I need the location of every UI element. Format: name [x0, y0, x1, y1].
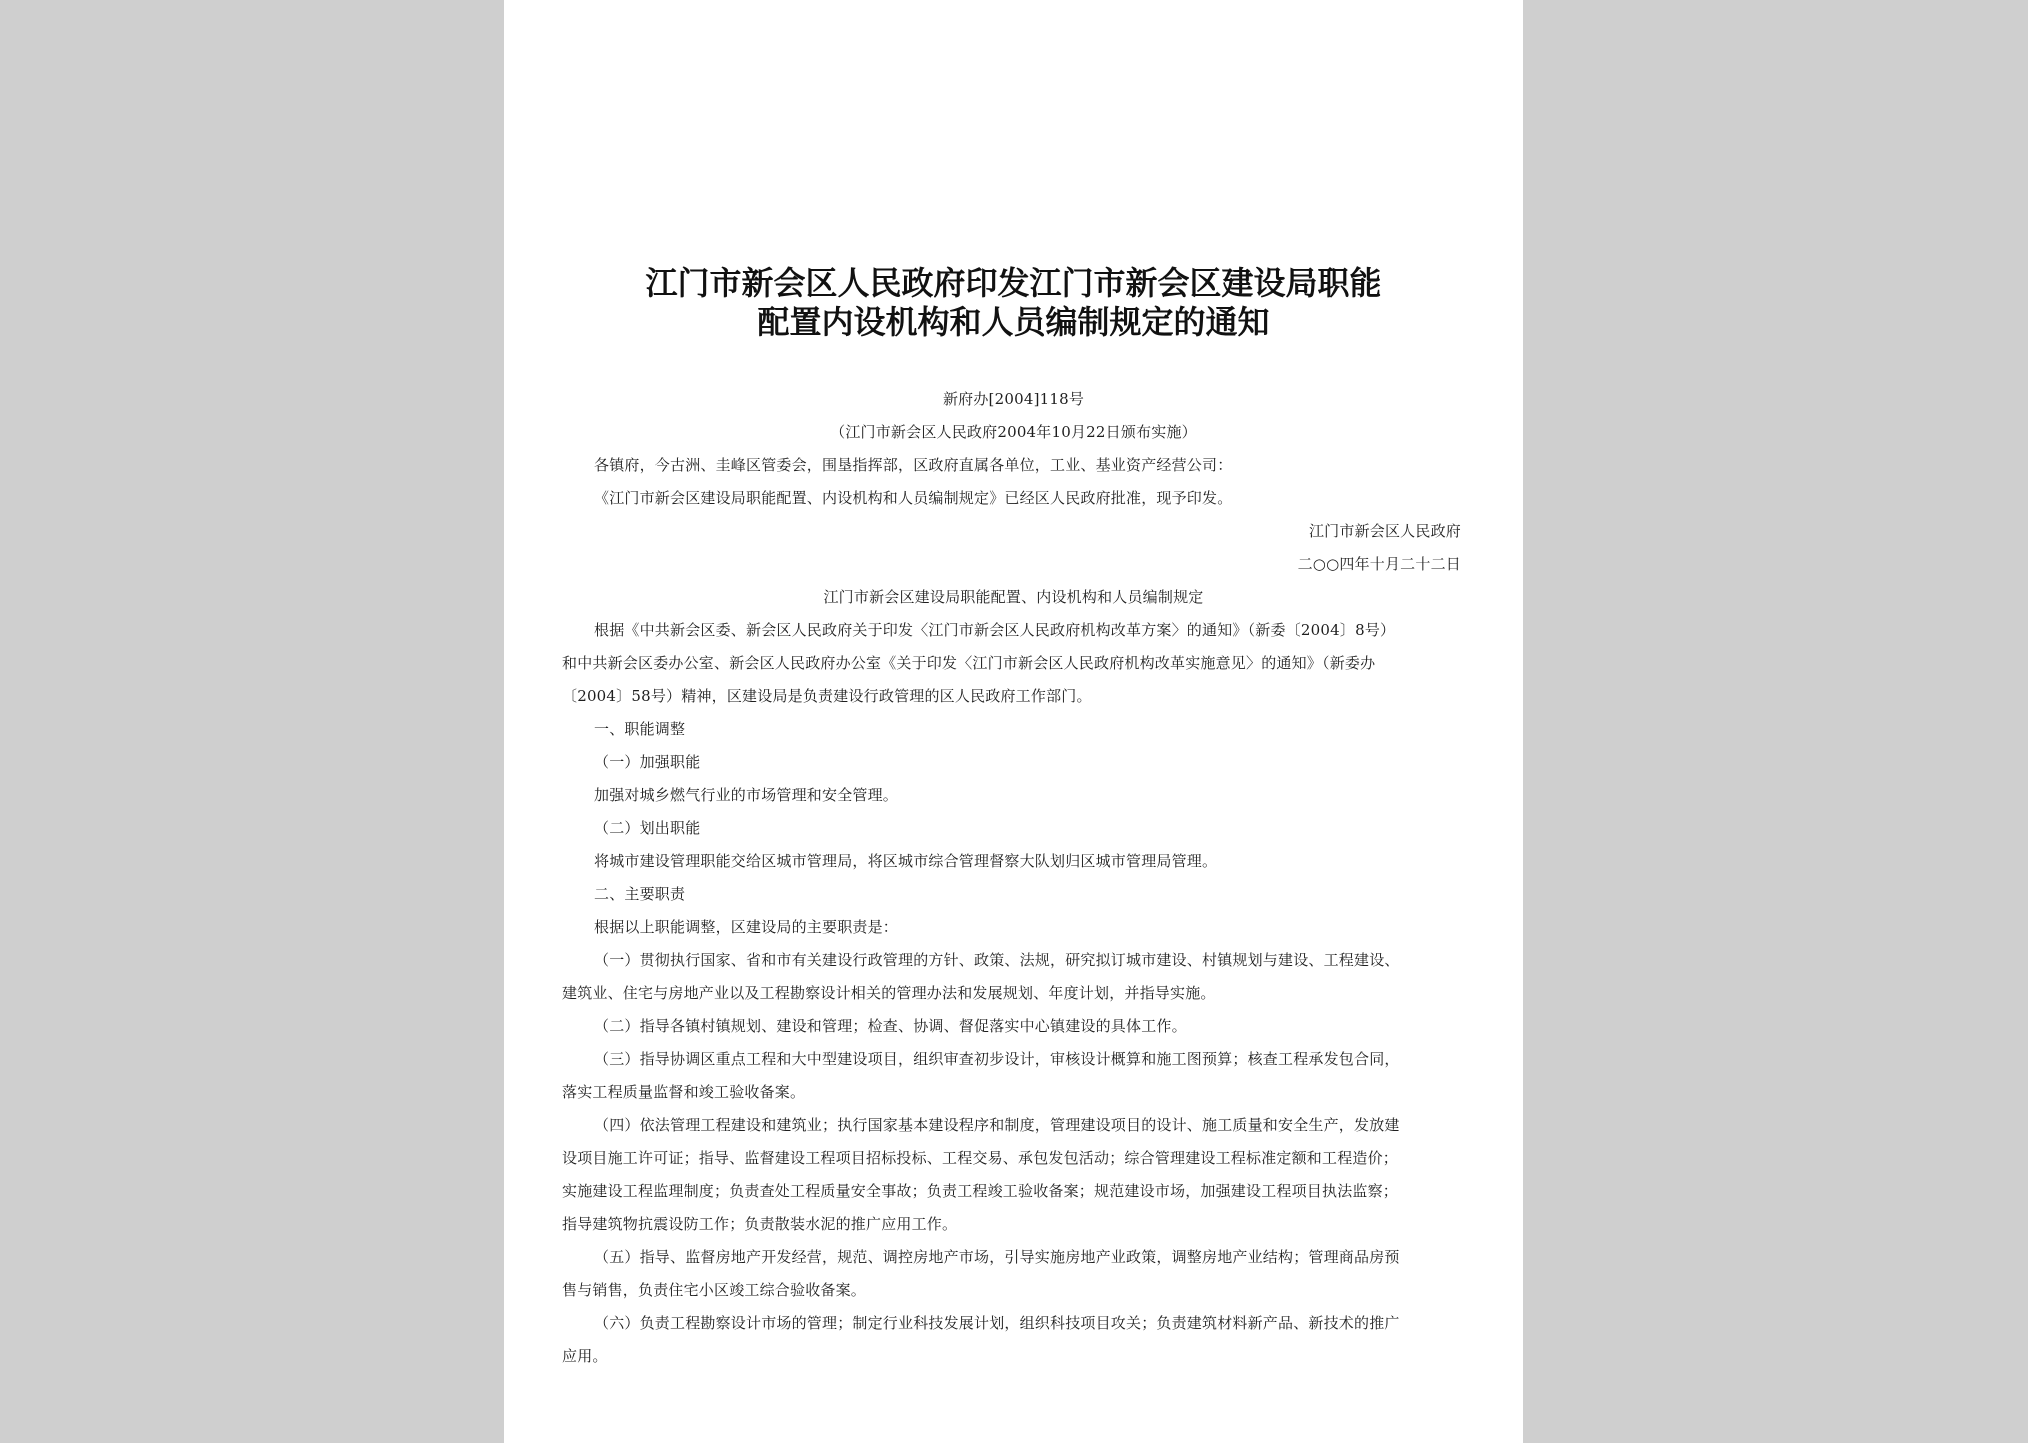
body-line: 设项目施工许可证；指导、监督建设工程项目招标投标、工程交易、承包发包活动；综合管理建设工程标准定额和工程造价；	[562, 1149, 1399, 1167]
subsection-heading: （二）划出职能	[594, 819, 701, 837]
body-line: 应用。	[562, 1347, 608, 1365]
body-line: （一）贯彻执行国家、省和市有关建设行政管理的方针、政策、法规，研究拟订城市建设、村镇规划与建设、工程建设、	[594, 951, 1400, 969]
body-line: （三）指导协调区重点工程和大中型建设项目，组织审查初步设计，审核设计概算和施工图预算；核查工程承发包合同，	[594, 1050, 1400, 1068]
subsection-heading: （一）加强职能	[594, 753, 701, 771]
section-heading: 一、职能调整	[594, 720, 686, 738]
signature-org: 江门市新会区人民政府	[1308, 522, 1461, 540]
body-line: 和中共新会区委办公室、新会区人民政府办公室《关于印发〈江门市新会区人民政府机构改革实施意见〉的通知》（新委办	[562, 654, 1376, 672]
signature-date: 二○○四年十月二十二日	[1297, 555, 1461, 573]
body-line: （二）指导各镇村镇规划、建设和管理；检查、协调、督促落实中心镇建设的具体工作。	[594, 1017, 1187, 1035]
body-line: （六）负责工程勘察设计市场的管理；制定行业科技发展计划，组织科技项目攻关；负责建筑材料新产品、新技术的推广	[594, 1314, 1400, 1332]
body-line: 〔2004〕58号）精神，区建设局是负责建设行政管理的区人民政府工作部门。	[562, 687, 1092, 705]
body-line: （四）依法管理工程建设和建筑业；执行国家基本建设程序和制度，管理建设项目的设计、施工质量和安全生产，发放建	[594, 1116, 1400, 1134]
body-line: 售与销售，负责住宅小区竣工综合验收备案。	[562, 1281, 867, 1299]
body-line: 建筑业、住宅与房地产业以及工程勘察设计相关的管理办法和发展规划、年度计划，并指导实施。	[562, 984, 1216, 1002]
addressee: 各镇府，今古洲、圭峰区管委会，围垦指挥部，区政府直属各单位，工业、基业资产经营公司：	[594, 456, 1233, 474]
document-number: 新府办[2004]118号	[942, 390, 1085, 408]
body-line: 根据以上职能调整，区建设局的主要职责是：	[594, 918, 899, 936]
issue-note: （江门市新会区人民政府2004年10月22日颁布实施）	[830, 423, 1197, 441]
body-line: 加强对城乡燃气行业的市场管理和安全管理。	[594, 786, 899, 804]
document-title-line1: 江门市新会区人民政府印发江门市新会区建设局职能	[645, 264, 1382, 302]
notice-body: 《江门市新会区建设局职能配置、内设机构和人员编制规定》已经区人民政府批准，现予印发。	[594, 489, 1233, 507]
body-line: 将城市建设管理职能交给区城市管理局，将区城市综合管理督察大队划归区城市管理局管理。	[594, 852, 1218, 870]
body-line: 落实工程质量监督和竣工验收备案。	[562, 1083, 806, 1101]
body-line: 实施建设工程监理制度；负责查处工程质量安全事故；负责工程竣工验收备案；规范建设市场，加强建设工程项目执法监察；	[562, 1182, 1399, 1200]
body-line: （五）指导、监督房地产开发经营，规范、调控房地产市场，引导实施房地产业政策，调整房地产业结构；管理商品房预	[594, 1248, 1400, 1266]
document-page	[504, 0, 1523, 1443]
body-line: 根据《中共新会区委、新会区人民政府关于印发〈江门市新会区人民政府机构改革方案〉的通知》（新委〔2004〕8号）	[594, 621, 1396, 639]
body-line: 指导建筑物抗震设防工作；负责散装水泥的推广应用工作。	[562, 1215, 958, 1233]
document-title-line2: 配置内设机构和人员编制规定的通知	[757, 303, 1270, 341]
section-heading: 二、主要职责	[594, 885, 686, 903]
section-title: 江门市新会区建设局职能配置、内设机构和人员编制规定	[823, 588, 1204, 606]
